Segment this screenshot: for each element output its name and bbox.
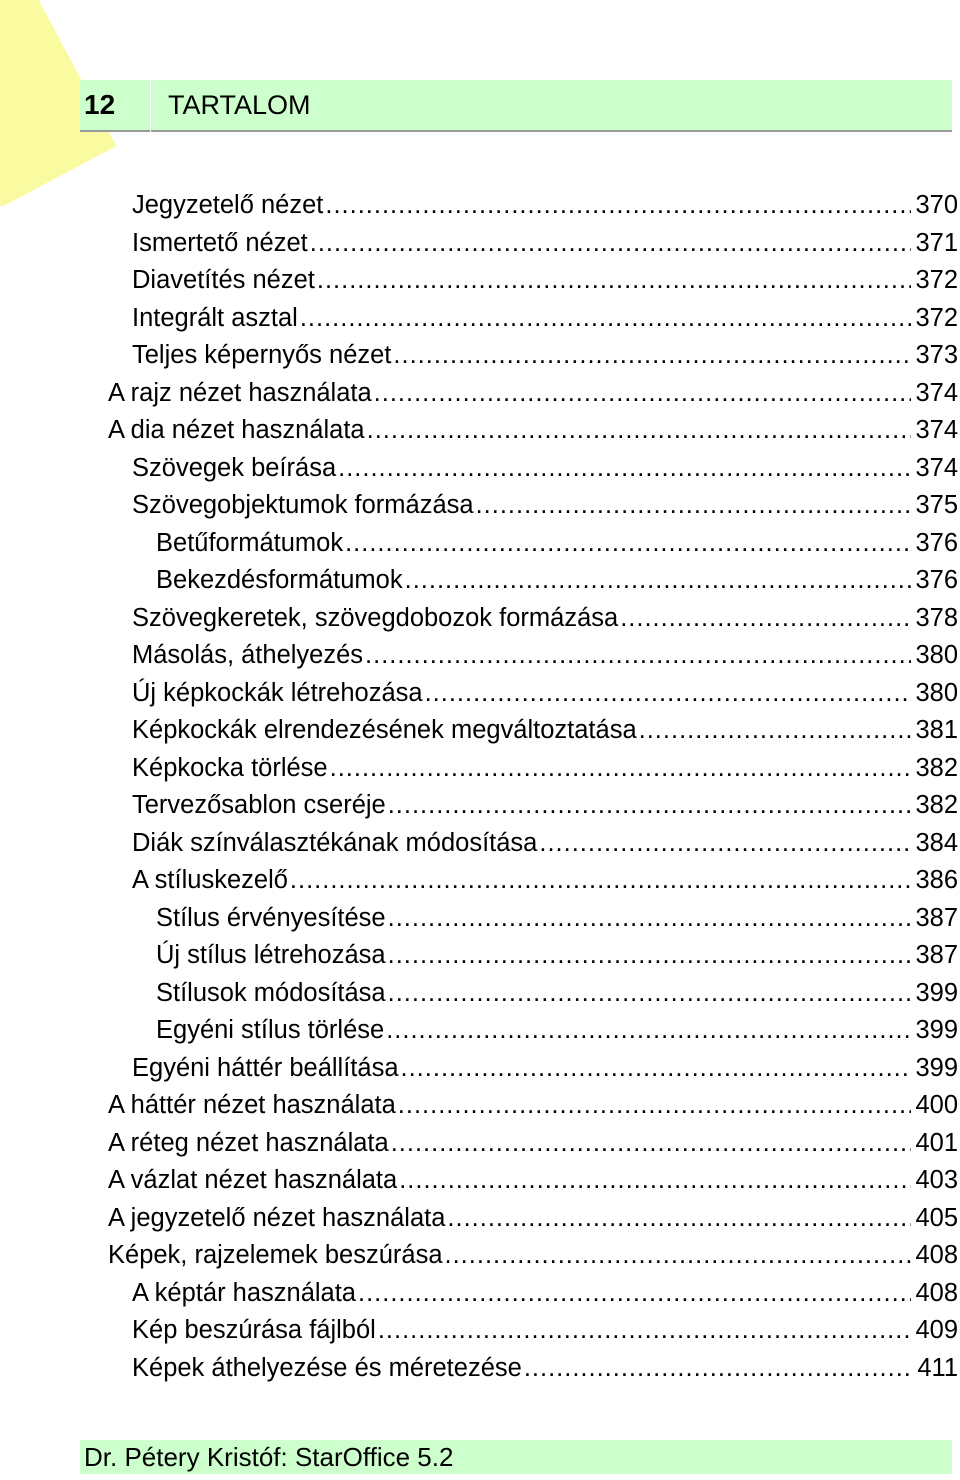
toc-entry-page: 409 <box>915 1316 958 1344</box>
toc-entry-page: 371 <box>915 229 958 257</box>
toc-entry-page: 374 <box>915 379 958 407</box>
toc-entry[interactable] <box>108 1124 958 1162</box>
toc-entry-page: 374 <box>915 454 958 482</box>
toc-dot-leader <box>317 261 912 299</box>
toc-dot-leader <box>388 786 912 824</box>
toc-entry-page: 403 <box>915 1166 958 1194</box>
toc-entry[interactable] <box>108 374 958 412</box>
toc-entry-page: 411 <box>917 1354 958 1382</box>
toc-entry[interactable] <box>156 1011 958 1049</box>
toc-entry-title: A képtár használata <box>132 1279 356 1307</box>
toc-entry[interactable] <box>132 1274 958 1312</box>
toc-entry-title: Teljes képernyős nézet <box>132 341 392 369</box>
toc-dot-leader <box>445 1236 912 1274</box>
toc-entry-page: 382 <box>915 754 958 782</box>
toc-dot-leader <box>399 1161 911 1199</box>
toc-entry-page: 408 <box>915 1241 958 1269</box>
toc-entry[interactable] <box>132 711 958 749</box>
toc-dot-leader <box>367 411 912 449</box>
toc-entry-page: 374 <box>915 416 958 444</box>
toc-entry-title: Képkocka törlése <box>132 754 328 782</box>
toc-entry-page: 408 <box>915 1279 958 1307</box>
toc-entry-title: Ismertető nézet <box>132 229 308 257</box>
toc-entry-page: 376 <box>915 566 958 594</box>
toc-entry-title: Szövegobjektumok formázása <box>132 491 474 519</box>
toc-dot-leader <box>388 974 912 1012</box>
toc-entry-title: A réteg nézet használata <box>108 1129 389 1157</box>
toc-entry[interactable] <box>108 1086 958 1124</box>
toc-entry-page: 382 <box>915 791 958 819</box>
toc-entry-page: 400 <box>915 1091 958 1119</box>
toc-entry-page: 380 <box>915 641 958 669</box>
toc-entry[interactable] <box>132 674 958 712</box>
toc-entry[interactable] <box>132 824 958 862</box>
toc-entry-page: 375 <box>915 491 958 519</box>
toc-entry-title: Egyéni stílus törlése <box>156 1016 385 1044</box>
toc-entry-page: 405 <box>915 1204 958 1232</box>
toc-entry[interactable] <box>132 186 958 224</box>
toc-dot-leader <box>398 1086 912 1124</box>
toc-entry[interactable] <box>132 599 958 637</box>
toc-entry-title: Stílusok módosítása <box>156 979 386 1007</box>
toc-entry-page: 380 <box>915 679 958 707</box>
toc-entry-page: 401 <box>915 1129 958 1157</box>
toc-entry-page: 384 <box>915 829 958 857</box>
toc-entry[interactable] <box>132 336 958 374</box>
toc-entry[interactable] <box>132 749 958 787</box>
toc-entry-title: Képek áthelyezése és méretezése <box>132 1354 522 1382</box>
toc-entry[interactable] <box>132 449 958 487</box>
toc-dot-leader <box>338 449 911 487</box>
toc-entry-page: 376 <box>915 529 958 557</box>
footer-author-title: Dr. Pétery Kristóf: StarOffice 5.2 <box>84 1442 454 1472</box>
toc-entry-title: Jegyzetelő nézet <box>132 191 324 219</box>
toc-entry-title: A stíluskezelő <box>132 866 288 894</box>
toc-entry-title: A dia nézet használata <box>108 416 365 444</box>
toc-dot-leader <box>330 749 912 787</box>
toc-dot-leader <box>405 561 912 599</box>
toc-entry-page: 378 <box>915 604 958 632</box>
toc-entry-page: 373 <box>915 341 958 369</box>
toc-dot-leader <box>447 1199 911 1237</box>
toc-entry-page: 387 <box>915 904 958 932</box>
toc-entry[interactable] <box>132 636 958 674</box>
toc-entry-title: A rajz nézet használata <box>108 379 372 407</box>
toc-entry-page: 399 <box>915 1016 958 1044</box>
toc-dot-leader <box>425 674 912 712</box>
toc-entry[interactable] <box>108 1236 958 1274</box>
toc-entry-title: Új képkockák létrehozása <box>132 679 423 707</box>
toc-entry-title: Diavetítés nézet <box>132 266 315 294</box>
toc-entry[interactable] <box>132 1311 958 1349</box>
toc-dot-leader <box>365 636 911 674</box>
toc-dot-leader <box>300 299 912 337</box>
toc-dot-leader <box>639 711 912 749</box>
page-number: 12 <box>84 89 116 120</box>
toc-entry[interactable] <box>132 786 958 824</box>
toc-dot-leader <box>358 1274 911 1312</box>
toc-entry-title: Kép beszúrása fájlból <box>132 1316 376 1344</box>
toc-dot-leader <box>388 899 912 937</box>
header-divider <box>150 80 151 132</box>
toc-entry[interactable] <box>132 261 958 299</box>
toc-dot-leader <box>393 336 911 374</box>
toc-dot-leader <box>401 1049 912 1087</box>
toc-dot-leader <box>345 524 911 562</box>
toc-entry-title: Betűformátumok <box>156 529 344 557</box>
toc-dot-leader <box>310 224 912 262</box>
toc-entry-title: Bekezdésformátumok <box>156 566 403 594</box>
toc-entry[interactable] <box>108 411 958 449</box>
toc-entry-title: Szövegkeretek, szövegdobozok formázása <box>132 604 619 632</box>
toc-entry[interactable] <box>156 561 958 599</box>
toc-dot-leader <box>476 486 912 524</box>
toc-entry[interactable] <box>132 299 958 337</box>
toc-entry-title: Új stílus létrehozása <box>156 941 386 969</box>
toc-entry[interactable] <box>132 224 958 262</box>
toc-entry-page: 387 <box>915 941 958 969</box>
toc-entry[interactable] <box>108 1199 958 1237</box>
toc-entry[interactable] <box>132 1349 958 1387</box>
toc-dot-leader <box>290 861 912 899</box>
toc-entry-page: 399 <box>915 1054 958 1082</box>
toc-entry[interactable] <box>156 974 958 1012</box>
section-title: TARTALOM <box>168 90 311 120</box>
toc-entry-title: A vázlat nézet használata <box>108 1166 398 1194</box>
toc-entry[interactable] <box>156 524 958 562</box>
toc-entry-page: 381 <box>915 716 958 744</box>
toc-dot-leader <box>386 1011 911 1049</box>
toc-entry[interactable] <box>156 936 958 974</box>
toc-dot-leader <box>391 1124 912 1162</box>
toc-entry[interactable] <box>132 1049 958 1087</box>
toc-entry-page: 370 <box>915 191 958 219</box>
toc-entry[interactable] <box>132 861 958 899</box>
toc-entry[interactable] <box>108 1161 958 1199</box>
toc-entry[interactable] <box>132 486 958 524</box>
toc-entry-title: Egyéni háttér beállítása <box>132 1054 399 1082</box>
toc-entry-title: Képkockák elrendezésének megváltoztatása <box>132 716 637 744</box>
toc-dot-leader <box>620 599 911 637</box>
toc-dot-leader <box>374 374 912 412</box>
toc-entry-title: Szövegek beírása <box>132 454 337 482</box>
toc-dot-leader <box>325 186 911 224</box>
toc-dot-leader <box>524 1349 914 1387</box>
toc-entry-page: 399 <box>915 979 958 1007</box>
toc-entry-page: 372 <box>915 304 958 332</box>
toc-entry-title: A jegyzetelő nézet használata <box>108 1204 446 1232</box>
toc-entry[interactable] <box>156 899 958 937</box>
toc-entry-title: Képek, rajzelemek beszúrása <box>108 1241 443 1269</box>
toc-entry-title: A háttér nézet használata <box>108 1091 396 1119</box>
toc-entry-title: Stílus érvényesítése <box>156 904 386 932</box>
toc-entry-title: Integrált asztal <box>132 304 298 332</box>
toc-dot-leader <box>539 824 911 862</box>
toc-dot-leader <box>388 936 912 974</box>
toc-entry-page: 386 <box>915 866 958 894</box>
toc-entry-page: 372 <box>915 266 958 294</box>
toc-entry-title: Diák színválasztékának módosítása <box>132 829 538 857</box>
toc-entry-title: Tervezősablon cseréje <box>132 791 386 819</box>
toc-dot-leader <box>378 1311 912 1349</box>
toc-entry-title: Másolás, áthelyezés <box>132 641 364 669</box>
